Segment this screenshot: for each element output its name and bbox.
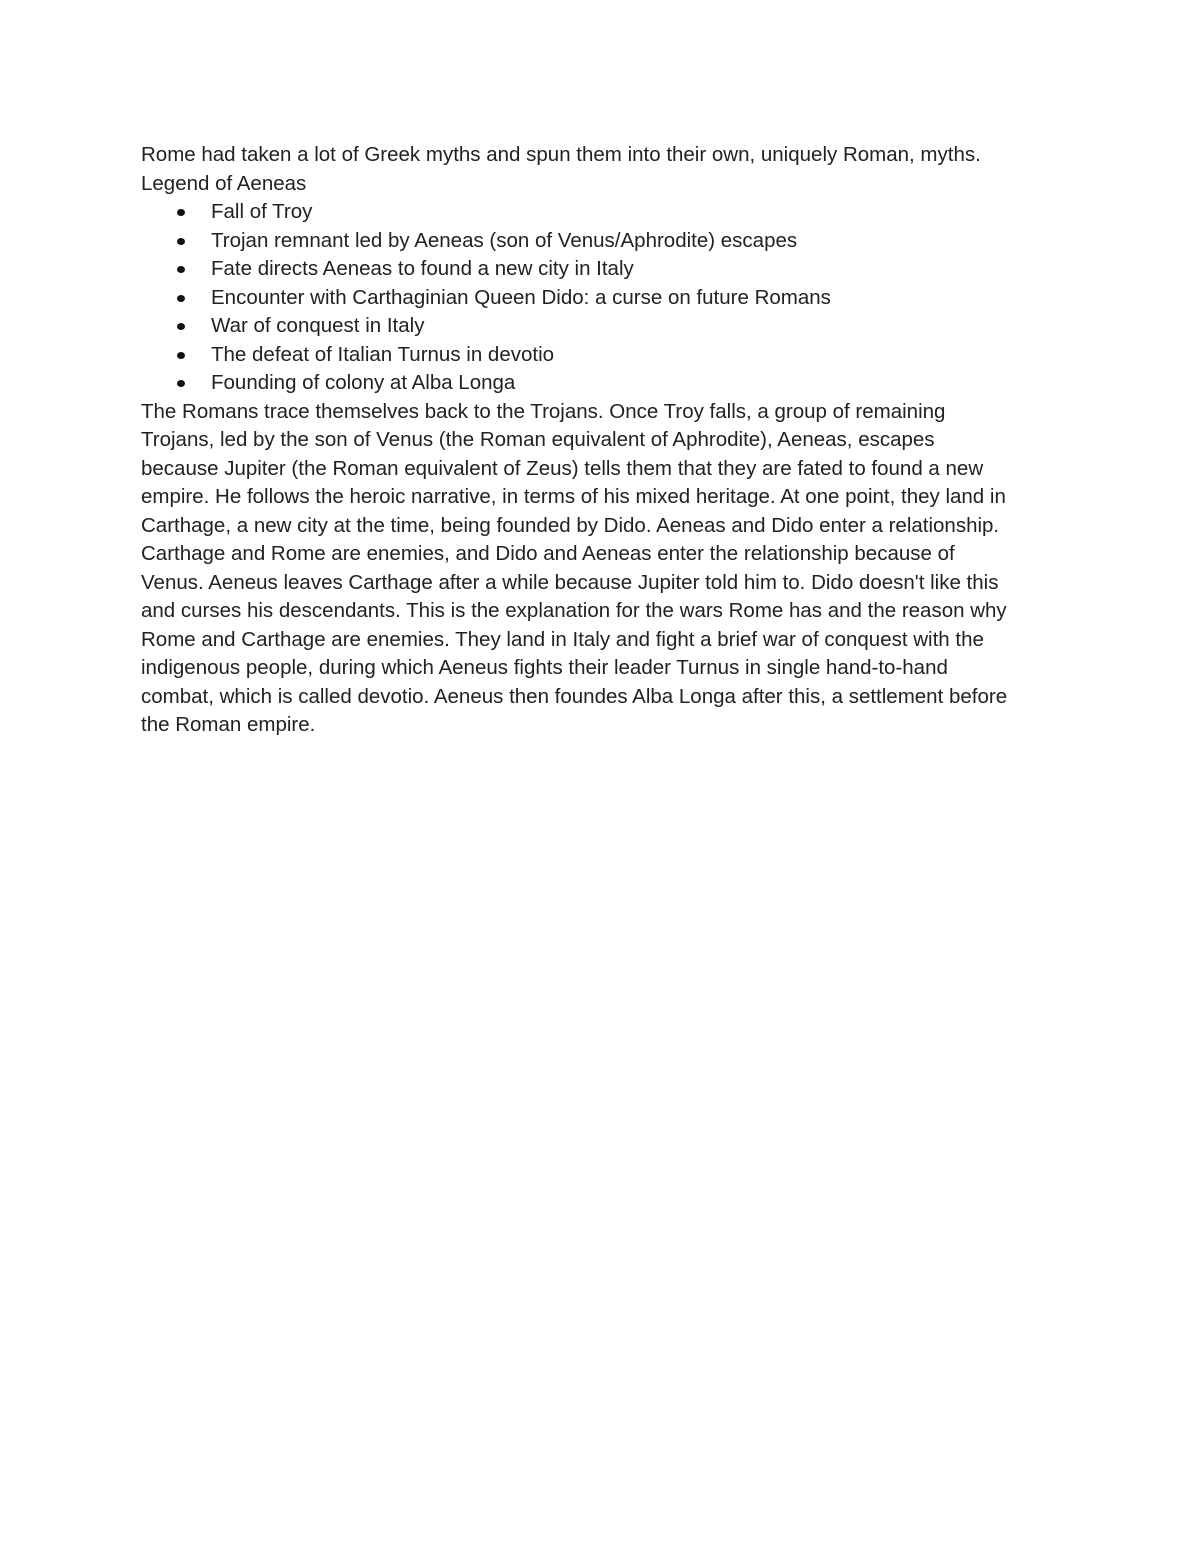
paragraph-line: Trojans, led by the son of Venus (the Roman equivalent of Aphrodite), Aeneas, escapes: [141, 428, 935, 451]
list-item: [141, 227, 1061, 256]
list-item: [141, 369, 1061, 398]
list-item-text: War of conquest in Italy: [211, 314, 425, 337]
bullet-icon: [177, 266, 185, 273]
section-heading: Legend of Aeneas: [141, 171, 307, 195]
body-paragraph: [141, 398, 1061, 740]
paragraph-line: the Roman empire.: [141, 713, 316, 736]
paragraph-line: Venus. Aeneus leaves Carthage after a while because Jupiter told him to. Dido doesn't like this: [141, 570, 999, 594]
list-item: [141, 284, 1061, 313]
bullet-icon: [177, 295, 185, 302]
list-item: [141, 312, 1061, 341]
paragraph-line: and curses his descendants. This is the explanation for the wars Rome has and the reason why: [141, 599, 1007, 622]
bullet-list: [141, 198, 1061, 398]
list-item: [141, 198, 1061, 227]
list-item-text: Fate directs Aeneas to found a new city in Italy: [211, 257, 634, 280]
intro-line: Rome had taken a lot of Greek myths and spun them into their own, uniquely Roman, myths.: [141, 143, 981, 166]
document-body: [141, 141, 1061, 740]
paragraph-line: Carthage, a new city at the time, being founded by Dido. Aeneas and Dido enter a relationship.: [141, 513, 1000, 537]
list-item-text: Fall of Troy: [211, 200, 313, 223]
bullet-icon: [177, 380, 185, 387]
list-item: [141, 341, 1061, 370]
paragraph-line: combat, which is called devotio. Aeneus then foundes Alba Longa after this, a settlement before: [141, 684, 1008, 708]
list-item-text: Trojan remnant led by Aeneas (son of Venus/Aphrodite) escapes: [211, 228, 798, 252]
bullet-icon: [177, 352, 185, 359]
paragraph-line: because Jupiter (the Roman equivalent of Zeus) tells them that they are fated to found a new: [141, 456, 984, 480]
list-item-text: Encounter with Carthaginian Queen Dido: a curse on future Romans: [211, 285, 831, 309]
list-item: [141, 255, 1061, 284]
list-item-text: The defeat of Italian Turnus in devotio: [211, 342, 555, 366]
bullet-icon: [177, 323, 185, 330]
paragraph-line: empire. He follows the heroic narrative, in terms of his mixed heritage. At one point, they land in: [141, 485, 1006, 508]
list-item-text: Founding of colony at Alba Longa: [211, 371, 516, 394]
paragraph-line: indigenous people, during which Aeneus fights their leader Turnus in single hand-to-hand: [141, 656, 948, 679]
bullet-icon: [177, 238, 185, 245]
paragraph-line: Carthage and Rome are enemies, and Dido and Aeneas enter the relationship because of: [141, 542, 955, 565]
paragraph-line: Rome and Carthage are enemies. They land in Italy and fight a brief war of conquest with the: [141, 627, 984, 651]
bullet-icon: [177, 209, 185, 216]
paragraph-line: The Romans trace themselves back to the Trojans. Once Troy falls, a group of remaining: [141, 399, 946, 423]
